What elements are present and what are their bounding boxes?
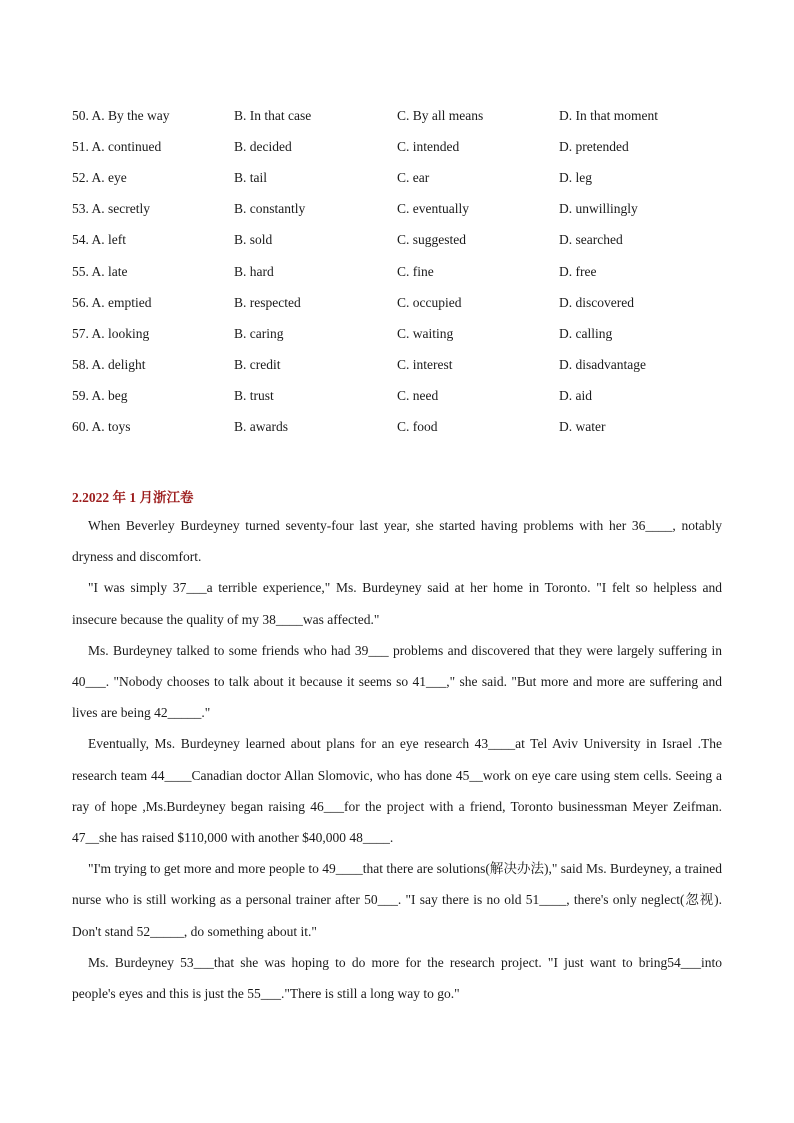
option-d: D. aid — [559, 388, 592, 404]
option-row-57 — [72, 318, 732, 349]
paragraph: Ms. Burdeyney 53___that she was hoping to do more for the research project. "I just want to bring54___into people's eyes and this is just the 55___."There is still a long way to go." — [72, 954, 722, 1002]
option-d: D. In that moment — [559, 107, 658, 123]
option-b: B. sold — [234, 232, 273, 248]
option-a: 59. A. beg — [72, 388, 128, 404]
paragraph: "I'm trying to get more and more people to 49____that there are solutions(解决办法)," said Ms. Burdeyney, a trained nurse who is still working as a personal trainer after 50___. "I say there is no old 51____, there's only neglect(忽视). Don't stand 52_____, do something about it." — [72, 861, 722, 939]
option-c: C. suggested — [397, 232, 466, 248]
option-row-50 — [72, 100, 732, 131]
option-c: C. ear — [397, 169, 430, 185]
option-c: C. By all means — [397, 107, 484, 123]
option-c: C. need — [397, 388, 439, 404]
option-b: B. In that case — [234, 107, 312, 123]
option-d: D. searched — [559, 232, 623, 248]
options-table — [72, 100, 732, 443]
paragraph: When Beverley Burdeyney turned seventy-four last year, she started having problems with her 36____, notably dryness and discomfort. — [72, 518, 722, 565]
option-c: C. waiting — [397, 325, 454, 341]
option-b: B. awards — [234, 419, 288, 435]
option-a: 53. A. secretly — [72, 201, 150, 217]
option-c: C. intended — [397, 138, 460, 154]
option-a: 57. A. looking — [72, 325, 150, 341]
option-c: C. occupied — [397, 294, 462, 310]
option-d: D. unwillingly — [559, 201, 638, 217]
option-c: C. interest — [397, 357, 453, 373]
option-row-52 — [72, 162, 732, 193]
option-a: 58. A. delight — [72, 357, 146, 373]
option-b: B. respected — [234, 294, 301, 310]
option-row-60 — [72, 412, 732, 443]
option-row-55 — [72, 256, 732, 287]
option-a: 50. A. By the way — [72, 107, 170, 123]
option-c: C. eventually — [397, 201, 469, 217]
option-c: C. food — [397, 419, 438, 435]
option-b: B. decided — [234, 138, 292, 154]
option-d: D. discovered — [559, 294, 634, 310]
option-row-54 — [72, 225, 732, 256]
option-c: C. fine — [397, 263, 434, 279]
option-b: B. hard — [234, 263, 274, 279]
option-a: 54. A. left — [72, 232, 126, 248]
option-d: D. leg — [559, 169, 592, 185]
option-a: 60. A. toys — [72, 419, 131, 435]
option-row-58 — [72, 350, 732, 381]
option-b: B. trust — [234, 388, 274, 404]
paragraph: Ms. Burdeyney talked to some friends who had 39___ problems and discovered that they were largely suffering in 40___. "Nobody chooses to talk about it because it seems so 41___," she said. "But more and more are suffering and lives are being 42_____." — [72, 642, 722, 721]
option-b: B. caring — [234, 325, 284, 341]
option-d: D. pretended — [559, 138, 629, 154]
option-d: D. water — [559, 419, 606, 435]
option-d: D. disadvantage — [559, 357, 646, 373]
option-a: 55. A. late — [72, 263, 128, 279]
paragraph: "I was simply 37___a terrible experience," Ms. Burdeyney said at her home in Toronto. "I felt so helpless and insecure because the quality of my 38____was affected." — [72, 580, 722, 627]
option-d: D. calling — [559, 325, 613, 341]
option-a: 51. A. continued — [72, 138, 162, 154]
passage — [72, 510, 722, 1009]
option-row-59 — [72, 381, 732, 412]
option-row-51 — [72, 131, 732, 162]
option-a: 52. A. eye — [72, 169, 127, 185]
section-title: 2.2022 年 1 月浙江卷 — [72, 490, 194, 505]
paragraph: Eventually, Ms. Burdeyney learned about plans for an eye research 43____at Tel Aviv University in Israel .The research team 44____Canadian doctor Allan Slomovic, who has done 45__work on eye care using stem cells. Seeing a ray of hope ,Ms.Burdeyney began raising 46___for the project with a friend, Toronto businessman Meyer Zeifman. 47__she has raised $110,000 with another $40,000 48____. — [72, 736, 722, 846]
option-b: B. tail — [234, 169, 267, 185]
option-b: B. credit — [234, 357, 281, 373]
option-row-53 — [72, 194, 732, 225]
option-a: 56. A. emptied — [72, 294, 152, 310]
option-row-56 — [72, 287, 732, 318]
option-d: D. free — [559, 263, 597, 279]
option-b: B. constantly — [234, 201, 306, 217]
